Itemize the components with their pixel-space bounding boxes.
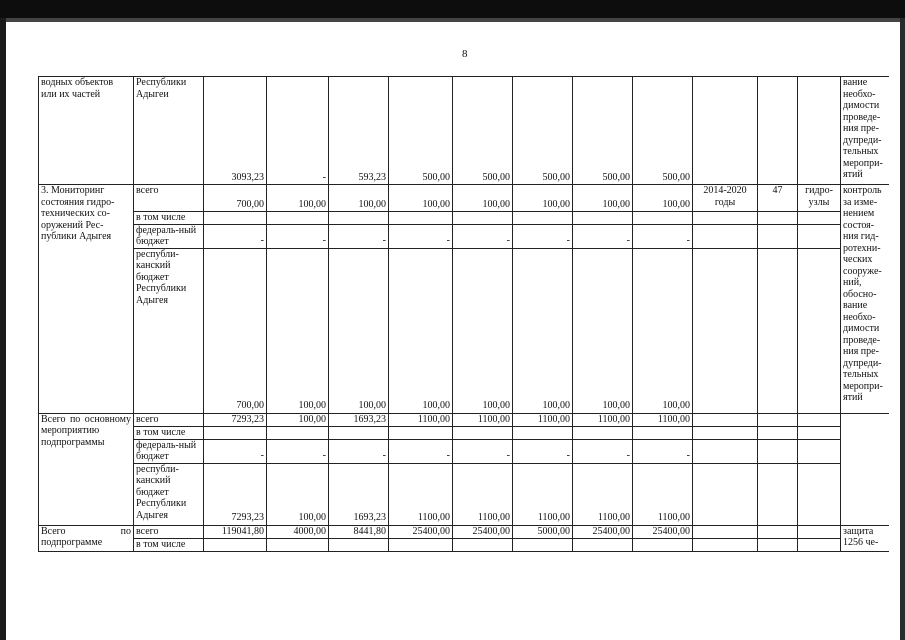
result-line: ний, (843, 277, 862, 288)
scan-border-right (900, 18, 905, 640)
result-line: проведе- (843, 334, 881, 346)
value-total: 7293,23 (204, 463, 267, 525)
result-line: проведе- (843, 111, 881, 123)
value-2015: - (329, 439, 389, 463)
scan-border-top-shadow (0, 18, 905, 22)
result-line: обосно- (843, 288, 877, 300)
measure-name-line: состояния гидро- (41, 196, 115, 208)
result-line: состоя- (843, 219, 875, 231)
table-row (39, 463, 889, 525)
value-2014: - (267, 224, 329, 248)
result-cell (841, 525, 889, 551)
value-2014: 100,00 (267, 413, 329, 427)
type-cell (798, 77, 841, 185)
value-total: 3093,23 (204, 77, 267, 185)
value-total: 700,00 (204, 185, 267, 212)
result-cell (841, 413, 889, 525)
result-line: тельных (843, 369, 879, 380)
value-2019: 100,00 (573, 185, 633, 212)
table-row (39, 525, 889, 539)
value-2018: 1100,00 (513, 413, 573, 427)
value-2020: - (633, 439, 693, 463)
funding-source: федераль-ный бюджет (134, 224, 204, 248)
funding-source: Республики Адыгеи (134, 77, 204, 185)
funding-source: республи-канский бюджет Республики Адыгея (134, 248, 204, 413)
table-row (39, 248, 889, 413)
value-2015: 100,00 (329, 185, 389, 212)
value-2017: 100,00 (453, 248, 513, 413)
funding-source: в том числе (134, 212, 204, 225)
table-row (39, 77, 889, 185)
result-line: сооруже- (843, 265, 882, 277)
result-line: тельных (843, 146, 879, 157)
value-total: 119041,80 (204, 525, 267, 539)
value-2015: 8441,80 (329, 525, 389, 539)
funding-source: всего (134, 413, 204, 427)
value-2018: 100,00 (513, 185, 573, 212)
value-2016: 1100,00 (389, 413, 453, 427)
value-2016: 1100,00 (389, 463, 453, 525)
result-line: защита (843, 525, 874, 537)
result-line: необхо- (843, 88, 876, 100)
result-line: меропри- (843, 157, 883, 169)
value-2017: 1100,00 (453, 463, 513, 525)
value-2020: 100,00 (633, 185, 693, 212)
value-2018: 500,00 (513, 77, 573, 185)
funding-source: республи-канский бюджет Республики Адыгея (134, 463, 204, 525)
value-2014: 100,00 (267, 463, 329, 525)
value-2020: 1100,00 (633, 463, 693, 525)
value-2014: 4000,00 (267, 525, 329, 539)
value-2015: 1693,23 (329, 413, 389, 427)
measure-name-line: публики Адыгея (41, 231, 112, 242)
value-2019: 1100,00 (573, 413, 633, 427)
value-2015: - (329, 224, 389, 248)
value-2020: 25400,00 (633, 525, 693, 539)
result-line: ятий (843, 169, 863, 180)
value-2018: 1100,00 (513, 463, 573, 525)
result-line: ния гид- (843, 231, 879, 242)
value-2014: 100,00 (267, 248, 329, 413)
value-total: 700,00 (204, 248, 267, 413)
value-2017: - (453, 224, 513, 248)
value-2020: - (633, 224, 693, 248)
value-total: 7293,23 (204, 413, 267, 427)
measure-name-line: технических со- (41, 208, 111, 219)
result-line: дупреди- (843, 134, 882, 146)
value-2015: 1693,23 (329, 463, 389, 525)
table-row (39, 224, 889, 248)
result-line: ротехни- (843, 242, 881, 254)
row-name: водных объектов или их частей (39, 77, 134, 185)
table-row (39, 539, 889, 552)
funding-source: в том числе (134, 539, 204, 552)
value-2017: - (453, 439, 513, 463)
value-2019: 500,00 (573, 77, 633, 185)
value-2016: 25400,00 (389, 525, 453, 539)
value-2017: 100,00 (453, 185, 513, 212)
result-line: ятий (843, 392, 863, 403)
value-2018: - (513, 224, 573, 248)
value-2019: - (573, 224, 633, 248)
value-2016: - (389, 439, 453, 463)
page-number: 8 (462, 48, 468, 60)
result-line: дупреди- (843, 357, 882, 369)
value-total: - (204, 224, 267, 248)
code-cell: 47 (758, 185, 798, 212)
funding-source: всего (134, 525, 204, 539)
scan-border-top (0, 0, 905, 18)
value-2016: 100,00 (389, 185, 453, 212)
value-2019: 1100,00 (573, 463, 633, 525)
value-2016: 100,00 (389, 248, 453, 413)
value-2014: - (267, 439, 329, 463)
funding-source: всего (134, 185, 204, 212)
value-2016: - (389, 224, 453, 248)
value-2018: - (513, 439, 573, 463)
table-row (39, 413, 889, 427)
result-line: нением (843, 208, 875, 219)
measure-name: Всего по подпрограмме (39, 525, 134, 551)
period-cell: 2014-2020 годы (693, 185, 758, 212)
value-2015: 100,00 (329, 248, 389, 413)
table-row (39, 185, 889, 212)
result-line: ческих (843, 254, 873, 265)
value-2020: 500,00 (633, 77, 693, 185)
result-cell (841, 185, 889, 414)
result-line: необхо- (843, 311, 876, 323)
code-cell (758, 77, 798, 185)
table-row (39, 427, 889, 440)
result-line: 1256 че- (843, 537, 879, 548)
budget-table (38, 76, 889, 552)
value-2020: 100,00 (633, 248, 693, 413)
measure-name-line: оружений Рес- (41, 219, 104, 231)
type-cell: гидро-узлы (798, 185, 841, 212)
result-line: димости (843, 323, 880, 334)
period-cell (693, 77, 758, 185)
result-line: вание (843, 77, 868, 88)
value-2019: 100,00 (573, 248, 633, 413)
result-line: димости (843, 100, 880, 111)
result-cell (841, 77, 889, 185)
result-line: ния пре- (843, 346, 879, 357)
value-2018: 5000,00 (513, 525, 573, 539)
table-row (39, 212, 889, 225)
value-2019: 25400,00 (573, 525, 633, 539)
table-row (39, 439, 889, 463)
value-2017: 1100,00 (453, 413, 513, 427)
result-line: вание (843, 300, 868, 311)
result-line: ния пре- (843, 123, 879, 134)
measure-name: Всего по основному мероприятию подпрограммы (39, 413, 134, 525)
value-2016: 500,00 (389, 77, 453, 185)
value-2014: - (267, 77, 329, 185)
result-line: контроль (843, 185, 882, 196)
value-2020: 1100,00 (633, 413, 693, 427)
scan-border-left (0, 18, 6, 640)
result-line: меропри- (843, 380, 883, 392)
result-line: за изме- (843, 196, 878, 208)
value-2014: 100,00 (267, 185, 329, 212)
value-total: - (204, 439, 267, 463)
value-2015: 593,23 (329, 77, 389, 185)
value-2018: 100,00 (513, 248, 573, 413)
value-2019: - (573, 439, 633, 463)
value-2017: 25400,00 (453, 525, 513, 539)
measure-name (39, 185, 134, 414)
value-2017: 500,00 (453, 77, 513, 185)
funding-source: федераль-ный бюджет (134, 439, 204, 463)
measure-name-line: 3. Мониторинг (41, 185, 105, 196)
funding-source: в том числе (134, 427, 204, 440)
